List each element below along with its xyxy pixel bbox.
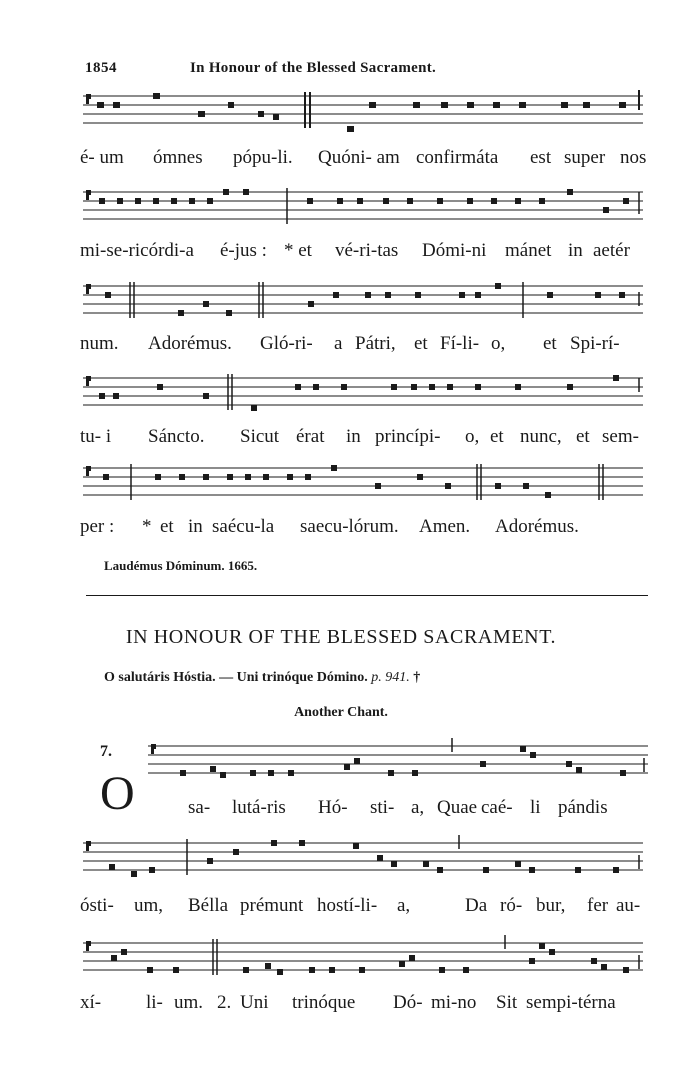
neume-note <box>245 474 251 480</box>
neume-note <box>178 310 184 316</box>
lyric-syllable: in <box>568 240 583 261</box>
neume-note <box>407 198 413 204</box>
music-staff-7 <box>83 835 643 883</box>
neume-note <box>491 198 497 204</box>
neume-note <box>437 867 443 873</box>
neume-note <box>515 861 521 867</box>
lyrics-line-6 <box>80 797 645 823</box>
neume-note <box>493 102 500 108</box>
lyric-syllable: sem- <box>602 426 639 447</box>
lyric-syllable: Bélla <box>188 895 229 916</box>
neume-note <box>117 198 123 204</box>
lyric-syllable: super <box>564 147 606 168</box>
music-staff-2 <box>83 184 643 232</box>
hymn-reference-text: O salutáris Hóstia. — Uni trinóque Dómino. <box>104 670 368 685</box>
section-divider <box>86 595 648 596</box>
lyric-syllable: et <box>160 516 174 537</box>
music-staff-6 <box>148 738 648 786</box>
neume-note <box>157 384 163 390</box>
clef-icon <box>86 841 91 851</box>
neume-note <box>131 871 137 877</box>
neume-note <box>519 102 526 108</box>
neume-note <box>495 283 501 289</box>
neume-note <box>623 198 629 204</box>
neume-note <box>375 483 381 489</box>
neume-note <box>523 483 529 489</box>
neume-note <box>530 752 536 758</box>
neume-note <box>111 955 117 961</box>
neume-note <box>153 93 160 99</box>
neume-note <box>277 969 283 975</box>
neume-note <box>539 943 545 949</box>
neume-note <box>417 474 423 480</box>
neume-note <box>337 198 343 204</box>
neume-note <box>439 967 445 973</box>
neume-note <box>377 855 383 861</box>
source-citation: Laudémus Dóminum. 1665. <box>104 558 258 573</box>
neume-note <box>258 111 264 117</box>
lyrics-line-7 <box>80 895 645 921</box>
lyric-syllable: nunc, <box>520 426 562 447</box>
staff-lines <box>83 835 643 883</box>
neume-note <box>173 967 179 973</box>
lyric-syllable: a, <box>411 797 425 818</box>
neume-note <box>171 198 177 204</box>
neume-note <box>459 292 465 298</box>
lyric-syllable: mi-no <box>431 992 477 1013</box>
lyric-syllable: pópu-li. <box>233 147 293 168</box>
neume-note <box>99 393 105 399</box>
neume-note <box>429 384 435 390</box>
lyric-syllable: sa- <box>188 797 211 818</box>
neume-note <box>391 861 397 867</box>
neume-note <box>567 189 573 195</box>
neume-note <box>309 967 315 973</box>
lyric-syllable: Pátri, <box>355 333 396 354</box>
staff-lines <box>83 460 643 508</box>
neume-note <box>251 405 257 411</box>
lyric-syllable: Adorémus. <box>148 333 232 354</box>
hymn-reference <box>104 670 420 686</box>
lyric-syllable: caé- <box>481 797 513 818</box>
lyric-syllable: au- <box>616 895 641 916</box>
lyric-syllable: Gló-ri- <box>260 333 313 354</box>
staff-lines <box>83 370 643 418</box>
neume-note <box>480 761 486 767</box>
lyric-syllable: aetér <box>593 240 630 261</box>
lyric-syllable: Uni <box>240 992 269 1013</box>
neume-note <box>99 198 105 204</box>
neume-note <box>243 189 249 195</box>
clef-icon <box>86 941 91 951</box>
neume-note <box>180 770 186 776</box>
staff-lines <box>83 935 643 983</box>
neume-note <box>549 949 555 955</box>
hymn-reference-page: p. 941. <box>371 670 410 685</box>
dagger-mark: † <box>413 670 421 685</box>
neume-note <box>263 474 269 480</box>
neume-note <box>179 474 185 480</box>
music-staff-1 <box>83 88 643 136</box>
neume-note <box>333 292 339 298</box>
neume-note <box>331 465 337 471</box>
page-header <box>85 60 645 80</box>
lyric-syllable: li <box>530 797 541 818</box>
lyric-syllable: é-jus : <box>220 240 267 261</box>
lyric-syllable: Dó- <box>393 992 423 1013</box>
music-staff-8 <box>83 935 643 983</box>
lyric-syllable: saecu-lórum. <box>300 516 399 537</box>
neume-note <box>483 867 489 873</box>
lyric-syllable: sempi-térna <box>526 992 616 1013</box>
lyrics-line-5 <box>80 516 645 542</box>
lyric-syllable: in <box>346 426 361 447</box>
neume-note <box>233 849 239 855</box>
lyric-syllable: Amen. <box>419 516 471 537</box>
lyric-syllable: * et <box>284 240 312 261</box>
lyric-syllable: Sit <box>496 992 518 1013</box>
neume-note <box>207 858 213 864</box>
neume-note <box>287 474 293 480</box>
lyric-syllable: saécu-la <box>212 516 275 537</box>
neume-note <box>220 772 226 778</box>
neume-note <box>613 375 619 381</box>
neume-note <box>271 840 277 846</box>
lyrics-line-8 <box>80 992 645 1018</box>
neume-note <box>228 102 234 108</box>
lyric-syllable: princípi- <box>375 426 441 447</box>
running-title: In Honour of the Blessed Sacrament. <box>190 60 437 76</box>
neume-note <box>189 198 195 204</box>
neume-note <box>561 102 568 108</box>
neume-note <box>619 292 625 298</box>
lyric-syllable: Quae <box>437 797 478 818</box>
neume-note <box>467 102 474 108</box>
clef-icon <box>86 466 91 476</box>
neume-note <box>308 301 314 307</box>
neume-note <box>354 758 360 764</box>
neume-note <box>295 384 301 390</box>
lyric-syllable: Spi-rí- <box>570 333 620 354</box>
neume-note <box>620 770 626 776</box>
neume-note <box>299 840 305 846</box>
lyric-syllable: mánet <box>505 240 552 261</box>
lyric-syllable: Fí-li- <box>440 333 480 354</box>
neume-note <box>547 292 553 298</box>
neume-note <box>113 393 119 399</box>
neume-note <box>399 961 405 967</box>
neume-note <box>520 746 526 752</box>
neume-note <box>515 384 521 390</box>
neume-note <box>365 292 371 298</box>
neume-note <box>105 292 111 298</box>
neume-note <box>566 761 572 767</box>
neume-note <box>601 964 607 970</box>
neume-note <box>423 861 429 867</box>
neume-note <box>595 292 601 298</box>
lyric-syllable: érat <box>296 426 325 447</box>
neume-note <box>223 189 229 195</box>
staff-lines <box>148 738 648 786</box>
neume-note <box>305 474 311 480</box>
neume-note <box>529 958 535 964</box>
neume-note <box>412 770 418 776</box>
neume-note <box>268 770 274 776</box>
lyric-syllable: o, <box>491 333 506 354</box>
lyric-syllable: Da <box>465 895 488 916</box>
lyric-syllable: 2. <box>217 992 232 1013</box>
lyric-syllable: ósti- <box>80 895 114 916</box>
neume-note <box>591 958 597 964</box>
lyric-syllable: tu- i <box>80 426 112 447</box>
lyric-syllable: Sicut <box>240 426 280 447</box>
neume-note <box>226 310 232 316</box>
neume-note <box>203 393 209 399</box>
neume-note <box>475 292 481 298</box>
clef-icon <box>86 376 91 386</box>
neume-note <box>603 207 609 213</box>
lyric-syllable: per : <box>80 516 115 537</box>
page-number: 1854 <box>85 60 117 76</box>
lyric-syllable: é- um <box>80 147 124 168</box>
neume-note <box>623 967 629 973</box>
lyric-syllable: ómnes <box>153 147 203 168</box>
neume-note <box>149 867 155 873</box>
lyric-syllable: ró- <box>500 895 523 916</box>
neume-note <box>198 111 205 117</box>
chant-number: 7. <box>100 743 112 760</box>
lyric-syllable: in <box>188 516 203 537</box>
neume-note <box>341 384 347 390</box>
neume-note <box>441 102 448 108</box>
lyric-syllable: a, <box>397 895 411 916</box>
lyric-syllable: et <box>490 426 504 447</box>
neume-note <box>207 198 213 204</box>
clef-icon <box>86 190 91 200</box>
neume-note <box>153 198 159 204</box>
lyrics-line-4 <box>80 426 645 452</box>
neume-note <box>344 764 350 770</box>
neume-note <box>250 770 256 776</box>
neume-note <box>347 126 354 132</box>
neume-note <box>313 384 319 390</box>
neume-note <box>391 384 397 390</box>
neume-note <box>567 384 573 390</box>
neume-note <box>243 967 249 973</box>
lyric-syllable: lutá-ris <box>232 797 286 818</box>
lyric-syllable: Hó- <box>318 797 348 818</box>
neume-note <box>437 198 443 204</box>
neume-note <box>155 474 161 480</box>
neume-note <box>265 963 271 969</box>
lyric-syllable: sti- <box>370 797 395 818</box>
neume-note <box>388 770 394 776</box>
lyric-syllable: pándis <box>558 797 608 818</box>
neume-note <box>545 492 551 498</box>
lyric-syllable: vé-ri-tas <box>335 240 399 261</box>
neume-note <box>409 955 415 961</box>
neume-note <box>445 483 451 489</box>
lyric-syllable: a <box>334 333 343 354</box>
clef-icon <box>86 94 91 104</box>
lyric-syllable: Sáncto. <box>148 426 205 447</box>
music-staff-3 <box>83 278 643 326</box>
lyric-syllable: prémunt <box>240 895 304 916</box>
staff-lines <box>83 278 643 326</box>
lyric-syllable: li- <box>146 992 163 1013</box>
lyric-syllable: hostí-li- <box>317 895 378 916</box>
neume-note <box>575 867 581 873</box>
lyric-syllable: Dómi-ni <box>422 240 487 261</box>
lyric-syllable: nos <box>620 147 647 168</box>
neume-note <box>121 949 127 955</box>
lyric-syllable: o, <box>465 426 480 447</box>
lyric-syllable: Quóni- am <box>318 147 400 168</box>
neume-note <box>613 867 619 873</box>
lyric-syllable: num. <box>80 333 119 354</box>
neume-note <box>475 384 481 390</box>
neume-note <box>288 770 294 776</box>
lyric-syllable: fer <box>587 895 609 916</box>
lyric-syllable: et <box>576 426 590 447</box>
section-title: IN HONOUR OF THE BLESSED SACRAMENT. <box>125 626 557 648</box>
neume-note <box>203 301 209 307</box>
neume-note <box>515 198 521 204</box>
clef-icon <box>86 284 91 294</box>
lyric-syllable: xí- <box>80 992 102 1013</box>
music-staff-4 <box>83 370 643 418</box>
lyric-syllable: trinóque <box>292 992 356 1013</box>
neume-note <box>619 102 626 108</box>
neume-note <box>495 483 501 489</box>
lyric-syllable: um. <box>174 992 204 1013</box>
lyric-syllable: mi-se-ricórdi-a <box>80 240 194 261</box>
staff-lines <box>83 88 643 136</box>
clef-icon <box>151 744 156 754</box>
neume-note <box>463 967 469 973</box>
neume-note <box>329 967 335 973</box>
music-staff-5 <box>83 460 643 508</box>
neume-note <box>467 198 473 204</box>
neume-note <box>103 474 109 480</box>
neume-note <box>113 102 120 108</box>
neume-note <box>411 384 417 390</box>
neume-note <box>369 102 376 108</box>
lyric-syllable: Adorémus. <box>495 516 579 537</box>
neume-note <box>357 198 363 204</box>
lyrics-line-2 <box>80 240 645 266</box>
lyrics-line-3 <box>80 333 645 359</box>
lyric-syllable: * <box>142 516 152 537</box>
lyric-syllable: est <box>530 147 552 168</box>
neume-note <box>415 292 421 298</box>
neume-note <box>307 198 313 204</box>
neume-note <box>413 102 420 108</box>
neume-note <box>210 766 216 772</box>
neume-note <box>203 474 209 480</box>
staff-lines <box>83 184 643 232</box>
neume-note <box>529 867 535 873</box>
neume-note <box>583 102 590 108</box>
drop-cap-initial: O <box>100 767 135 820</box>
lyric-syllable: um, <box>134 895 164 916</box>
neume-note <box>576 767 582 773</box>
lyric-syllable: bur, <box>536 895 566 916</box>
neume-note <box>447 384 453 390</box>
lyrics-line-1 <box>80 147 645 173</box>
neume-note <box>353 843 359 849</box>
neume-note <box>97 102 104 108</box>
neume-note <box>539 198 545 204</box>
chant-subheading: Another Chant. <box>294 705 388 720</box>
neume-note <box>273 114 279 120</box>
neume-note <box>109 864 115 870</box>
lyric-syllable: et <box>414 333 428 354</box>
lyric-syllable: confirmáta <box>416 147 499 168</box>
lyric-syllable: et <box>543 333 557 354</box>
neume-note <box>227 474 233 480</box>
neume-note <box>135 198 141 204</box>
neume-note <box>359 967 365 973</box>
neume-note <box>147 967 153 973</box>
neume-note <box>383 198 389 204</box>
neume-note <box>385 292 391 298</box>
